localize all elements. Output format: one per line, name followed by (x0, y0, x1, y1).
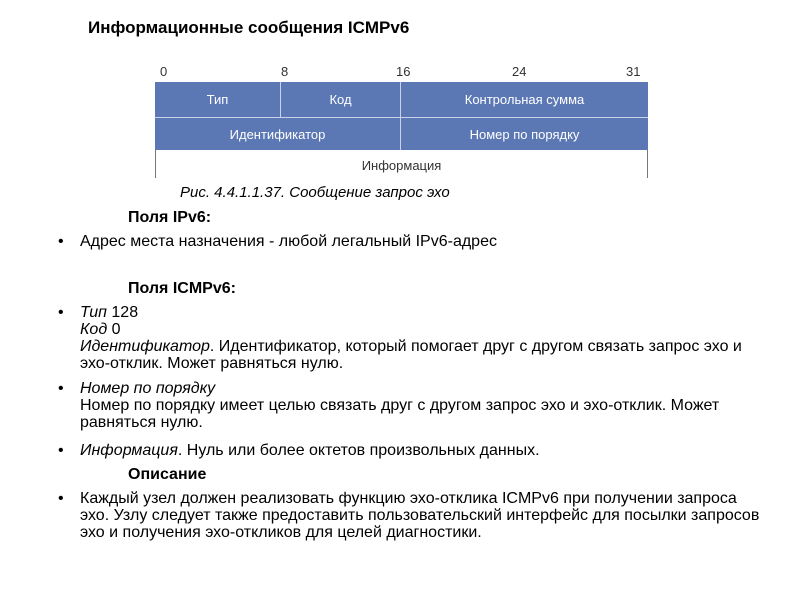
icmp-heading: Поля ICMPv6: (128, 280, 236, 297)
field-data: Информация (155, 150, 648, 178)
value: Номер по порядку имеет целью связать друг с другом запрос эхо и эхо-отклик. Может равняться нулю. (80, 397, 720, 431)
bullet: • (58, 380, 64, 397)
ipv6-item: Адрес места назначения - любой легальный IPv6-адрес (80, 233, 497, 250)
bit-label: 8 (281, 64, 289, 79)
bullet: • (58, 233, 64, 250)
value: 0 (107, 321, 121, 338)
bullet: • (58, 490, 64, 507)
field-identifier: Идентификатор (155, 118, 401, 150)
ipv6-heading: Поля IPv6: (128, 209, 212, 226)
figure-caption: Рис. 4.4.1.1.37. Сообщение запрос эхо (180, 184, 450, 201)
bit-label: 24 (512, 64, 527, 79)
term: Идентификатор (80, 338, 210, 355)
term: Тип (80, 304, 107, 321)
description-item: Каждый узел должен реализовать функцию эхо-отклика ICMPv6 при получении запроса эхо. Узлу следует также предоставить пользовательский интерфейс для посылки запросов эхо и получения эхо-откликов для целей диагностики. (80, 490, 760, 541)
bullet: • (58, 442, 64, 459)
value: 128 (106, 304, 139, 321)
field-type: Тип (155, 82, 281, 118)
field-sequence: Номер по порядку (401, 118, 648, 150)
bit-label: 0 (160, 64, 168, 79)
field-checksum: Контрольная сумма (401, 82, 648, 118)
bullet: • (58, 304, 64, 321)
field-code: Код (281, 82, 401, 118)
value: . Нуль или более октетов произвольных данных. (177, 442, 540, 459)
term: Информация (80, 442, 178, 459)
list-item (80, 442, 760, 459)
bit-label: 16 (396, 64, 411, 79)
description-heading: Описание (128, 466, 207, 483)
term: Номер по порядку (80, 380, 216, 397)
packet-diagram (155, 82, 648, 178)
bit-label: 31 (626, 64, 641, 79)
term: Код (80, 321, 108, 338)
value: . Идентификатор, который помогает друг с другом связать запрос эхо и эхо-отклик. Может равняться нулю. (80, 338, 742, 372)
slide-title: Информационные сообщения ICMPv6 (88, 18, 410, 37)
list-item (80, 304, 760, 372)
list-item (80, 380, 760, 431)
